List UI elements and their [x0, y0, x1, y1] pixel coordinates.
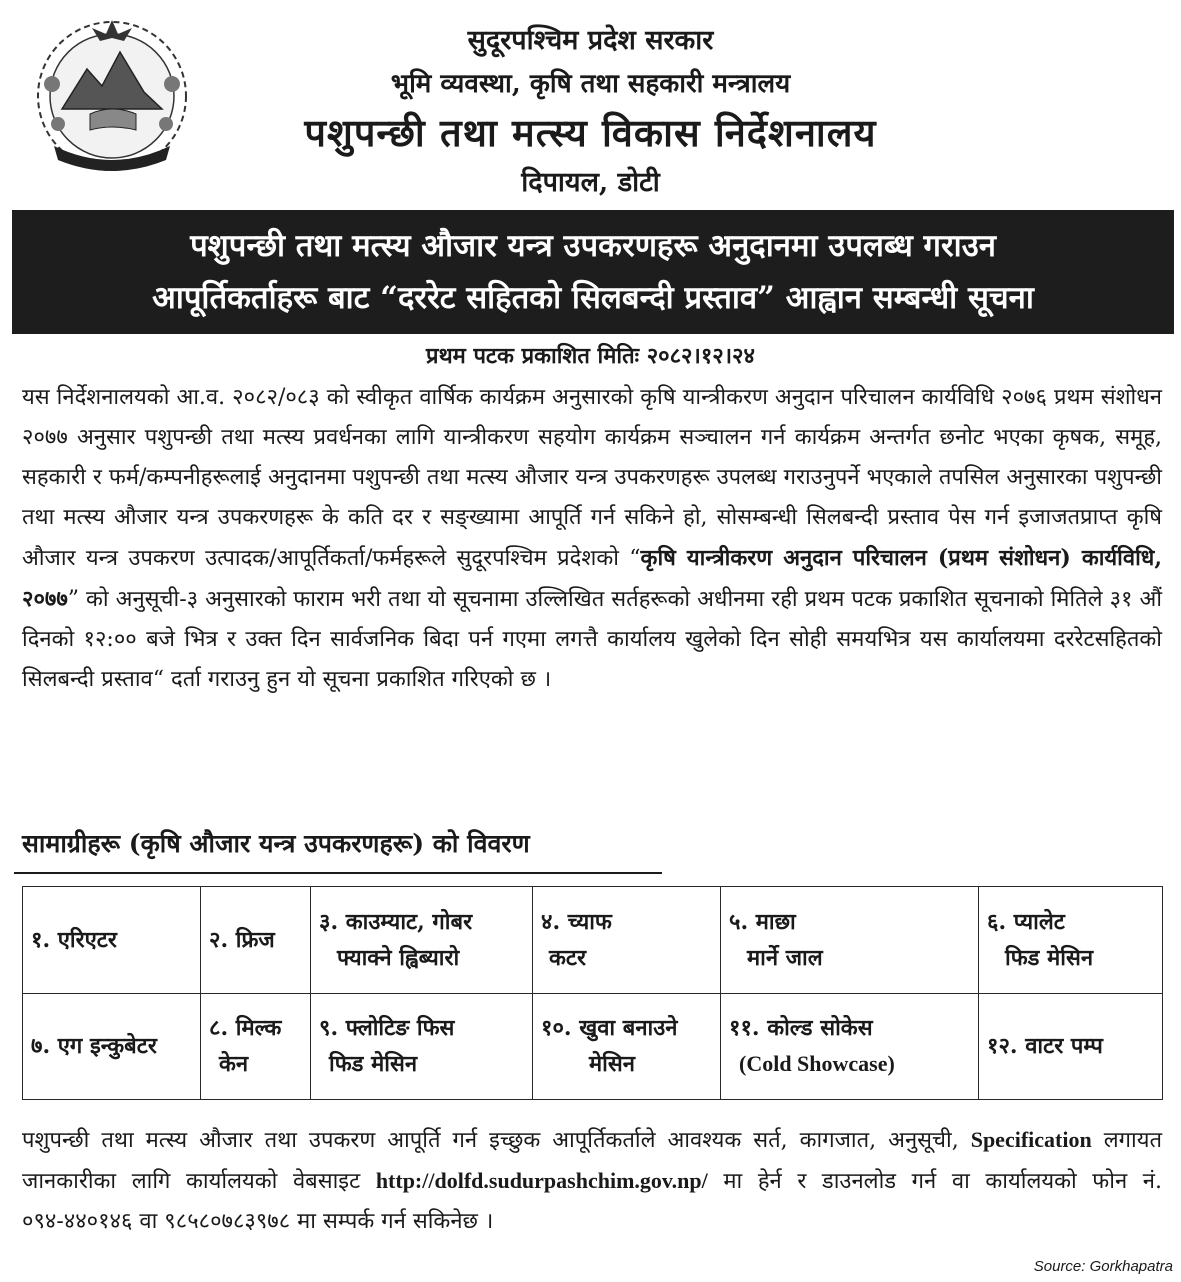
table-cell: ७. एग इन्कुबेटर [23, 993, 201, 1100]
table-row [23, 993, 1163, 1100]
footer-text-part-2: लगायत जानकारीका लागि कार्यालयको वेबसाइट [22, 1128, 1162, 1194]
table-row [23, 887, 1163, 994]
notice-title-banner [12, 210, 1174, 334]
table-cell: ३. काउम्याट, गोबर फ्याक्ने ह्विब्यारो [311, 887, 533, 994]
table-cell: १. एरिएटर [23, 887, 201, 994]
items-table [22, 886, 1163, 1100]
table-cell: १२. वाटर पम्प [979, 993, 1163, 1100]
government-name: सुदूरपश्चिम प्रदेश सरकार [467, 25, 714, 56]
table-cell: ९. फ्लोटिङ फिस फिड मेसिन [311, 993, 533, 1100]
table-cell: ५. माछा मार्ने जाल [721, 887, 979, 994]
table-cell: १०. खुवा बनाउने मेसिन [533, 993, 721, 1100]
table-cell: २. फ्रिज [201, 887, 311, 994]
directorate-name: पशुपन्छी तथा मत्स्य विकास निर्देशनालय [304, 110, 877, 155]
table-cell: ६. प्यालेट फिड मेसिन [979, 887, 1163, 994]
office-location: दिपायल, डोटी [521, 167, 660, 198]
specification-label: Specification [970, 1127, 1092, 1152]
ministry-name: भूमि व्यवस्था, कृषि तथा सहकारी मन्त्रालय [390, 69, 791, 99]
body-text-bold: कृषि यान्त्रीकरण अनुदान परिचालन (प्रथम संशोधन) कार्यविधि, २०७७ [22, 545, 1162, 612]
notice-title-line-2: आपूर्तिकर्ताहरू बाट “दररेट सहितको सिलबन्दी प्रस्ताव” आह्वान सम्बन्धी सूचना [152, 280, 1034, 316]
header [0, 0, 1181, 210]
published-date: प्रथम पटक प्रकाशित मितिः २०८२।१२।२४ [426, 343, 755, 369]
table-cell: ८. मिल्क केन [201, 993, 311, 1100]
body-text-part-1: यस निर्देशनालयको आ.व. २०८२/०८३ को स्वीकृत वार्षिक कार्यक्रम अनुसारको कृषि यान्त्रीकरण अनुदान परिचालन कार्यविधि २०७६ प्रथम संशोधन २०७७ अनुसार पशुपन्छी तथा मत्स्य प्रवर्धनका लागि यान्त्रीकरण सहयोग कार्यक्रम सञ्चालन गर्न कार्यक्रम अन्तर्गत छनोट भएका कृषक, समूह, सहकारी र फर्म/कम्पनीहरूलाई अनुदानमा पशुपन्छी तथा मत्स्य औजार यन्त्र उपकरणहरू उपलब्ध गराउनुपर्ने भएकाले तपसिल अनुसारका पशुपन्छी तथा मत्स्य औजार यन्त्र उपकरणहरू के कति दर र सङ्ख्यामा आपूर्ति गर्न सकिने हो, सोसम्बन्धी सिलबन्दी प्रस्ताव पेस गर्न इजाजतप्राप्त कृषि औजार यन्त्र उपकरण उत्पादक/आपूर्तिकर्ता/फर्महरूले सुदूरपश्चिम प्रदेशको “ [22, 385, 1162, 571]
body-text-part-2: ” को अनुसूची-३ अनुसारको फाराम भरी तथा यो सूचनामा उल्लिखित सर्तहरूको अधीनमा रही प्रथम पटक प्रकाशित सूचनाको मितिले ३१ औं दिनको १२:०० बजे भित्र र उक्त दिन सार्वजनिक बिदा पर्न गएमा लगत्तै कार्यालय खुलेको दिन सोही समयभित्र यस कार्यालयमा दररेटसहितको सिलबन्दी प्रस्ताव“ दर्ता गराउनु हुन यो सूचना प्रकाशित गरिएको छ । [22, 587, 1162, 692]
footer-paragraph [22, 1120, 1162, 1242]
notice-body [22, 378, 1162, 700]
table-cell: ४. च्याफ कटर [533, 887, 721, 994]
items-title-underline [14, 872, 662, 874]
footer-text-part-3: मा हेर्न र डाउनलोड गर्न वा कार्यालयको फोन नं. ०९४-४४०१४६ वा ९८५८०७८३९७८ मा सम्पर्क गर्न सकिनेछ । [22, 1169, 1162, 1234]
items-title: सामाग्रीहरू (कृषि औजार यन्त्र उपकरणहरू) को विवरण [22, 829, 530, 858]
notice-title-line-1: पशुपन्छी तथा मत्स्य औजार यन्त्र उपकरणहरू अनुदानमा उपलब्ध गराउन [190, 228, 996, 264]
footer-text-part-1: पशुपन्छी तथा मत्स्य औजार तथा उपकरण आपूर्ति गर्न इच्छुक आपूर्तिकर्ताले आवश्यक सर्त, कागजात, अनुसूची, [22, 1128, 971, 1153]
website-link[interactable]: http://dolfd.sudurpashchim.gov.np/ [375, 1168, 708, 1193]
table-cell: ११. कोल्ड सोकेस (Cold Showcase) [721, 993, 979, 1100]
source-credit: Source: Gorkhapatra [1033, 1258, 1173, 1275]
